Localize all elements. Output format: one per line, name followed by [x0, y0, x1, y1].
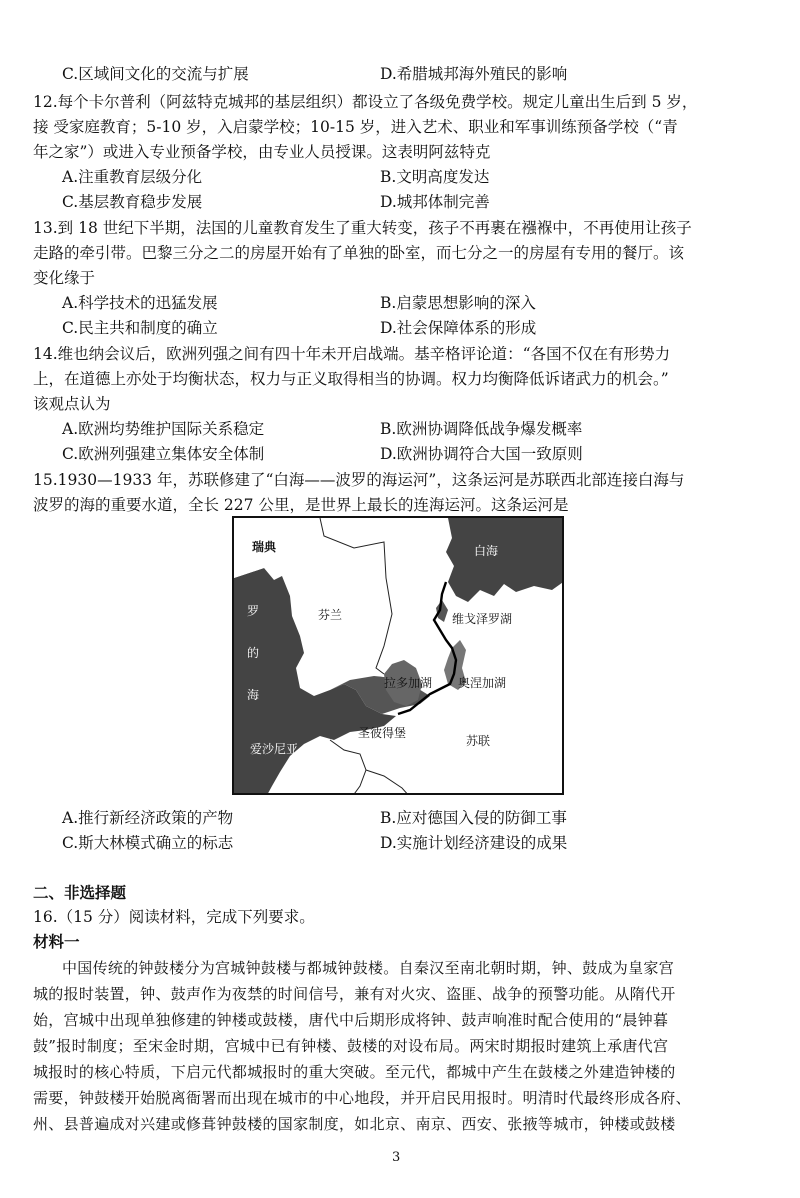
- material-1-line-4: 鼓”报时制度；至宋金时期，宫城中已有钟楼、鼓楼的对设布局。两宋时期报时建筑上承唐代宫: [33, 1037, 669, 1055]
- page-number: 3: [392, 1150, 401, 1165]
- q15-option-d: D.实施计划经济建设的成果: [380, 834, 568, 852]
- q14-stem-line-1: 14.维也纳会议后，欧洲列强之间有四十年未开启战端。基辛格评论道：“各国不仅在有形势力: [33, 345, 671, 363]
- material-1-line-6: 需要，钟鼓楼开始脱离衙署而出现在城市的中心地段，并开启民用报时。明清时代最终形成各府、: [33, 1089, 691, 1107]
- material-1-line-2: 城的报时装置，钟、鼓声作为夜禁的时间信号，兼有对火灾、盗匪、战争的预警功能。从隋代开: [33, 985, 676, 1003]
- q12-option-d: D.城邦体制完善: [380, 193, 490, 211]
- q12-option-b: B.文明高度发达: [380, 168, 490, 186]
- map-label-baltic-1: 波: [298, 550, 311, 564]
- q14-stem-line-3: 该观点认为: [33, 395, 111, 413]
- q16-stem: 16.（15 分）阅读材料，完成下列要求。: [33, 908, 315, 926]
- q12-option-a: A.注重教育层级分化: [62, 168, 203, 186]
- q13-stem-line-2: 走路的牵引带。巴黎三分之二的房屋开始有了单独的卧室，而七分之一的房屋有专用的餐厅。该: [33, 244, 685, 262]
- estonia-border-line: [330, 740, 366, 795]
- material-1-line-3: 始，宫城中出现单独修建的钟楼或鼓楼，唐代中后期形成将钟、鼓声响准时配合使用的“晨钟暮: [33, 1011, 669, 1029]
- map-label-vygozero: 维戈泽罗湖: [452, 612, 513, 626]
- q14-option-b: B.欧洲协调降低战争爆发概率: [380, 420, 583, 438]
- map-label-estonia: 爱沙尼亚: [250, 742, 299, 756]
- map-label-baltic-4: 海: [247, 688, 260, 702]
- map-label-ussr: 苏联: [466, 734, 491, 748]
- q15-stem-line-1: 15.1930—1933 年，苏联修建了“白海——波罗的海运河”，这条运河是苏联西北部连接白海与: [33, 471, 685, 489]
- q12-stem-line-3: 年之家”）或进入专业预备学校，由专业人员授课。这表明阿兹特克: [33, 143, 491, 161]
- q11-option-d: D.希腊城邦海外殖民的影响: [380, 65, 568, 83]
- map-label-white-sea: 白海: [474, 544, 499, 558]
- material-1-line-7: 州、县普遍成对兴建或修葺钟鼓楼的国家制度，如北京、南京、西安、张掖等城市，钟楼或鼓楼: [33, 1115, 676, 1133]
- q15-option-a: A.推行新经济政策的产物: [62, 809, 234, 827]
- canal-map: [232, 516, 564, 795]
- map-label-sweden: 瑞典: [252, 540, 277, 554]
- material-1-line-5: 城报时的核心特质，下启元代都城报时的重大突破。至元代，都城中产生在鼓楼之外建造钟楼的: [33, 1063, 676, 1081]
- q13-option-c: C.民主共和制度的确立: [62, 319, 218, 337]
- finland-border-line: [320, 518, 392, 674]
- q12-stem-line-1: 12.每个卡尔普利（阿兹特克城邦的基层组织）都设立了各级免费学校。规定儿童出生后到 5 岁，: [33, 93, 698, 111]
- q15-stem-line-2: 波罗的海的重要水道，全长 227 公里，是世界上最长的连海运河。这条运河是: [33, 496, 569, 514]
- map-label-onega: 奥涅加湖: [458, 676, 507, 690]
- q14-stem-line-2: 上，在道德上亦处于均衡状态，权力与正义取得相当的协调。权力均衡降低诉诸武力的机会。”: [33, 370, 669, 388]
- q13-option-b: B.启蒙思想影响的深入: [380, 294, 536, 312]
- q15-option-b: B.应对德国入侵的防御工事: [380, 809, 567, 827]
- q13-stem-line-3: 变化缘于: [33, 269, 96, 287]
- q13-stem-line-1: 13.到 18 世纪下半期，法国的儿童教育发生了重大转变，孩子不再裹在襁褓中，不再使用让孩子: [33, 219, 692, 237]
- q14-option-c: C.欧洲列强建立集体安全体制: [62, 445, 265, 463]
- q14-option-a: A.欧洲均势维护国际关系稳定: [62, 420, 265, 438]
- map-label-baltic-3: 的: [247, 646, 260, 660]
- q12-stem-line-2: 接 受家庭教育；5-10 岁，入启蒙学校；10-15 岁，进入艺术、职业和军事训练预备学校（“青: [33, 118, 678, 136]
- map-label-ladoga: 拉多加湖: [384, 676, 433, 690]
- russia-border-line: [366, 770, 410, 795]
- material-1-line-1: 中国传统的钟鼓楼分为宫城钟鼓楼与都城钟鼓楼。自秦汉至南北朝时期，钟、鼓成为皇家宫: [62, 959, 675, 977]
- q12-option-c: C.基层教育稳步发展: [62, 193, 203, 211]
- q15-option-c: C.斯大林模式确立的标志: [62, 834, 234, 852]
- map-label-finland: 芬兰: [318, 608, 343, 622]
- white-sea-shape: [446, 518, 564, 602]
- q14-option-d: D.欧洲协调符合大国一致原则: [380, 445, 583, 463]
- section-2-heading: 二、非选择题: [33, 883, 127, 902]
- q13-option-a: A.科学技术的迅猛发展: [62, 294, 218, 312]
- q13-option-d: D.社会保障体系的形成: [380, 319, 537, 337]
- map-label-st-petersburg: 圣彼得堡: [358, 726, 407, 740]
- map-label-baltic-2: 罗: [247, 604, 260, 618]
- q11-option-c: C.区域间文化的交流与扩展: [62, 65, 249, 83]
- material-1-title: 材料一: [33, 932, 80, 951]
